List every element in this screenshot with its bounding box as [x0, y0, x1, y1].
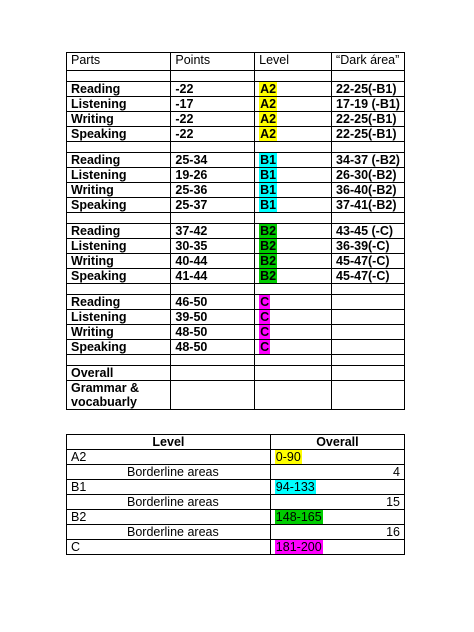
grammar-label: Grammar & vocabuarly — [67, 381, 171, 410]
points-cell: 25-37 — [171, 198, 255, 213]
borderline-value: 4 — [270, 465, 404, 480]
level-badge: C — [260, 340, 270, 354]
part-cell: Speaking — [67, 198, 171, 213]
level-cell — [255, 325, 332, 340]
overall-range-badge: 148-165 — [275, 510, 322, 524]
part-cell: Writing — [67, 112, 171, 127]
overall-cell — [270, 510, 404, 525]
level-badge: B2 — [260, 224, 277, 238]
table-row — [67, 127, 405, 142]
dark-area-cell: 22-25(-B1) — [332, 82, 405, 97]
overall-label: Overall — [67, 366, 171, 381]
table-row — [67, 183, 405, 198]
grammar-row — [67, 381, 405, 410]
overall-cell — [270, 480, 404, 495]
table-row — [67, 269, 405, 284]
points-cell: -22 — [171, 82, 255, 97]
dark-area-cell: 22-25(-B1) — [332, 112, 405, 127]
spacer-row — [67, 71, 405, 82]
level-badge: A2 — [260, 127, 277, 141]
level-badge: C — [260, 310, 270, 324]
part-cell: Listening — [67, 239, 171, 254]
header-parts: Parts — [67, 53, 171, 71]
table-row — [67, 224, 405, 239]
level-cell — [255, 239, 332, 254]
table-row — [67, 325, 405, 340]
borderline-label: Borderline areas — [67, 495, 271, 510]
overall-row — [67, 366, 405, 381]
part-cell: Listening — [67, 97, 171, 112]
dark-area-cell — [332, 340, 405, 355]
points-cell: 48-50 — [171, 340, 255, 355]
table-row — [67, 198, 405, 213]
part-cell: Reading — [67, 153, 171, 168]
part-cell: Writing — [67, 183, 171, 198]
level-badge: A2 — [260, 82, 277, 96]
spacer-row — [67, 355, 405, 366]
table-row — [67, 239, 405, 254]
points-cell: 37-42 — [171, 224, 255, 239]
level-cell — [255, 168, 332, 183]
level-badge: C — [260, 325, 270, 339]
level-badge: B1 — [260, 183, 277, 197]
points-cell: -22 — [171, 127, 255, 142]
dark-area-cell: 22-25(-B1) — [332, 127, 405, 142]
part-cell: Reading — [67, 82, 171, 97]
overall-range-badge: 0-90 — [275, 450, 301, 464]
points-cell: 40-44 — [171, 254, 255, 269]
points-cell: 46-50 — [171, 295, 255, 310]
header-level: Level — [255, 53, 332, 71]
dark-area-cell: 34-37 (-B2) — [332, 153, 405, 168]
level-cell — [255, 198, 332, 213]
borderline-row — [67, 465, 405, 480]
level-cell — [255, 82, 332, 97]
points-cell: 19-26 — [171, 168, 255, 183]
table-row — [67, 97, 405, 112]
dark-area-cell: 45-47(-C) — [332, 269, 405, 284]
level-badge: B2 — [260, 239, 277, 253]
level-badge: B1 — [260, 198, 277, 212]
level-cell — [255, 224, 332, 239]
level-cell — [255, 269, 332, 284]
dark-area-cell — [332, 310, 405, 325]
level-cell — [255, 295, 332, 310]
part-cell: Speaking — [67, 127, 171, 142]
header-overall: Overall — [270, 435, 404, 450]
part-cell: Listening — [67, 168, 171, 183]
level-badge: A2 — [260, 112, 277, 126]
spacer-row — [67, 284, 405, 295]
table-row — [67, 112, 405, 127]
part-cell: Listening — [67, 310, 171, 325]
level-cell: B1 — [67, 480, 271, 495]
dark-area-cell: 37-41(-B2) — [332, 198, 405, 213]
header-level: Level — [67, 435, 271, 450]
borderline-row — [67, 525, 405, 540]
points-cell: 39-50 — [171, 310, 255, 325]
borderline-value: 16 — [270, 525, 404, 540]
dark-area-cell: 45-47(-C) — [332, 254, 405, 269]
dark-area-cell: 26-30(-B2) — [332, 168, 405, 183]
level-badge: B1 — [260, 153, 277, 167]
header-dark-area: “Dark área” — [332, 53, 405, 71]
level-row — [67, 480, 405, 495]
dark-area-cell: 36-40(-B2) — [332, 183, 405, 198]
header-points: Points — [171, 53, 255, 71]
level-cell — [255, 254, 332, 269]
points-cell: 25-34 — [171, 153, 255, 168]
overall-cell — [270, 450, 404, 465]
part-cell: Speaking — [67, 269, 171, 284]
borderline-value: 15 — [270, 495, 404, 510]
level-cell — [255, 153, 332, 168]
part-cell: Reading — [67, 295, 171, 310]
table-header-row — [67, 435, 405, 450]
part-cell: Speaking — [67, 340, 171, 355]
level-badge: B1 — [260, 168, 277, 182]
points-cell: 25-36 — [171, 183, 255, 198]
table-row — [67, 153, 405, 168]
level-cell: C — [67, 540, 271, 555]
part-cell: Writing — [67, 325, 171, 340]
points-cell: -22 — [171, 112, 255, 127]
level-cell: B2 — [67, 510, 271, 525]
table-row — [67, 82, 405, 97]
dark-area-cell — [332, 295, 405, 310]
table-row — [67, 254, 405, 269]
borderline-label: Borderline areas — [67, 525, 271, 540]
points-cell: -17 — [171, 97, 255, 112]
level-badge: A2 — [260, 97, 277, 111]
overall-level-table — [66, 434, 405, 555]
table-row — [67, 295, 405, 310]
level-cell — [255, 310, 332, 325]
table-row — [67, 340, 405, 355]
dark-area-cell: 43-45 (-C) — [332, 224, 405, 239]
points-cell: 30-35 — [171, 239, 255, 254]
level-badge: C — [260, 295, 270, 309]
part-cell: Writing — [67, 254, 171, 269]
borderline-label: Borderline areas — [67, 465, 271, 480]
level-cell — [255, 127, 332, 142]
overall-range-badge: 94-133 — [275, 480, 315, 494]
level-cell — [255, 97, 332, 112]
spacer-row — [67, 213, 405, 224]
level-row — [67, 450, 405, 465]
overall-range-badge: 181-200 — [275, 540, 322, 554]
level-cell — [255, 183, 332, 198]
dark-area-cell: 36-39(-C) — [332, 239, 405, 254]
level-cell — [255, 340, 332, 355]
spacer-row — [67, 142, 405, 153]
points-cell: 48-50 — [171, 325, 255, 340]
level-badge: B2 — [260, 269, 277, 283]
table-row — [67, 310, 405, 325]
table-header-row — [67, 53, 405, 71]
level-row — [67, 540, 405, 555]
dark-area-cell — [332, 325, 405, 340]
level-cell — [255, 112, 332, 127]
level-points-table — [66, 52, 405, 410]
overall-cell — [270, 540, 404, 555]
borderline-row — [67, 495, 405, 510]
level-row — [67, 510, 405, 525]
level-badge: B2 — [260, 254, 277, 268]
points-cell: 41-44 — [171, 269, 255, 284]
dark-area-cell: 17-19 (-B1) — [332, 97, 405, 112]
part-cell: Reading — [67, 224, 171, 239]
table-row — [67, 168, 405, 183]
level-cell: A2 — [67, 450, 271, 465]
